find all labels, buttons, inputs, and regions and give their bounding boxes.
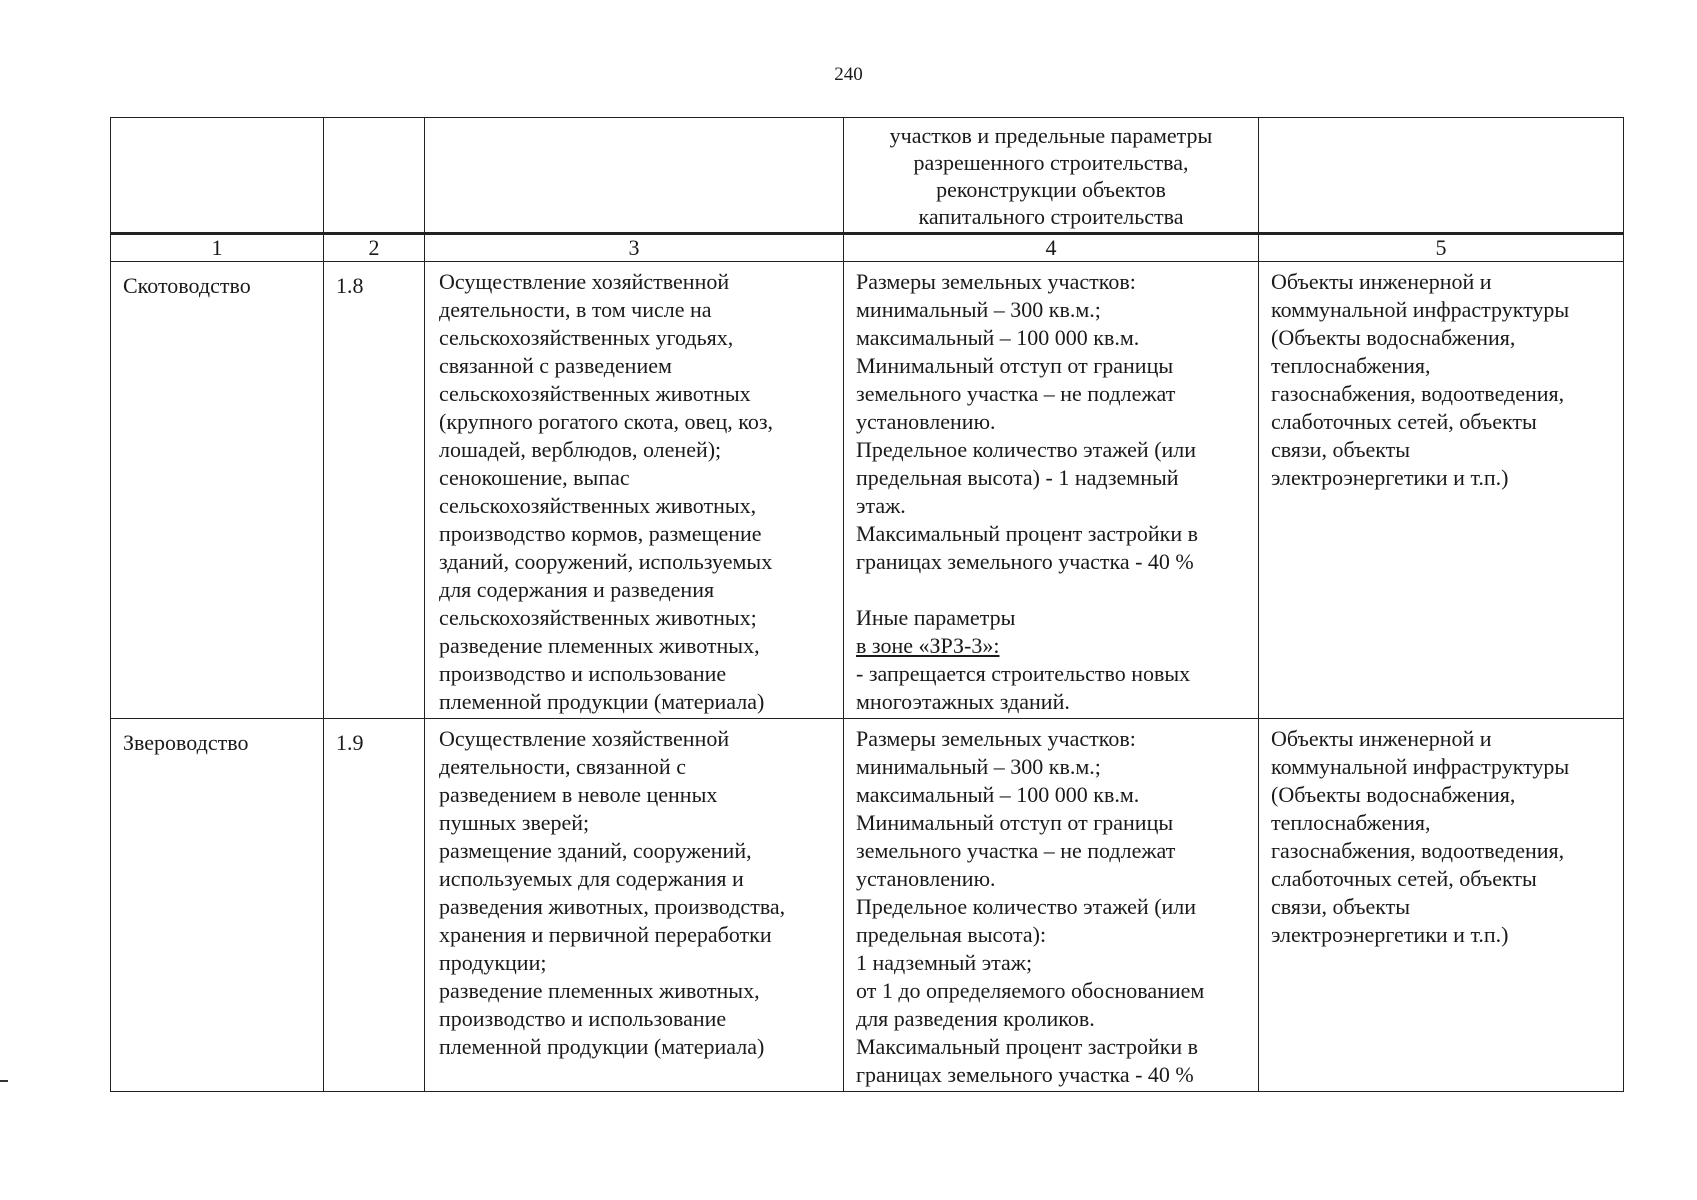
use-type-description: Осуществление хозяйственной деятельности, в том числе на сельскохозяйственных угодьях, связанной с разведением сельскохозяйственных животных (крупного рогатого скота, овец, коз, лошадей, верблюдов, оленей); сенокошение, выпас сельскохозяйственных животных, производство кормов, размещение зданий, сооружений, используемых для содержания и разведения сельскохозяйственных животных; разведение племенных животных, производство и использование племенной продукции (материала)	[425, 262, 844, 719]
infrastructure-objects: Объекты инженерной и коммунальной инфраструктуры (Объекты водоснабжения, теплоснабжения, газоснабжения, водоотведения, слаботочных сетей, объекты связи, объекты электроэнергетики и т.п.)	[1259, 719, 1624, 1092]
column-number-5: 5	[1259, 234, 1624, 262]
header-cell-5	[1259, 118, 1624, 234]
column-number-2: 2	[324, 234, 425, 262]
header-continuation-row	[111, 118, 1624, 234]
parameters-main: Размеры земельных участков: минимальный – 300 кв.м.; максимальный – 100 000 кв.м. Минимальный отступ от границы земельного участка – не подлежат установлению. Предельное количество этажей (или предельная высота) - 1 надземный этаж. Максимальный процент застройки в границах земельного участка - 40 % Иные параметры	[856, 269, 1198, 630]
use-type-code: 1.9	[324, 719, 425, 1092]
land-use-table	[110, 117, 1624, 1092]
parameters-zone-rule: - запрещается строительство новых многоэтажных зданий.	[856, 661, 1191, 714]
use-type-parameters: Размеры земельных участков: минимальный – 300 кв.м.; максимальный – 100 000 кв.м. Минимальный отступ от границы земельного участка – не подлежат установлению. Предельное количество этажей (или предельная высота): 1 надземный этаж; от 1 до определяемого обоснованием для разведения кроликов. Максимальный процент застройки в границах земельного участка - 40 %	[844, 719, 1259, 1092]
column-numbers-row	[111, 234, 1624, 262]
table-row	[111, 262, 1624, 719]
use-type-parameters	[844, 262, 1259, 719]
use-type-code: 1.8	[324, 262, 425, 719]
use-type-name: Скотоводство	[111, 262, 324, 719]
header-cell-1	[111, 118, 324, 234]
zone-label: в зоне «ЗРЗ-3»:	[856, 633, 1000, 658]
header-cell-2	[324, 118, 425, 234]
infrastructure-objects: Объекты инженерной и коммунальной инфраструктуры (Объекты водоснабжения, теплоснабжения, газоснабжения, водоотведения, слаботочных сетей, объекты связи, объекты электроэнергетики и т.п.)	[1259, 262, 1624, 719]
column-number-4: 4	[844, 234, 1259, 262]
column-number-3: 3	[425, 234, 844, 262]
header-cell-3	[425, 118, 844, 234]
table-row	[111, 719, 1624, 1092]
margin-mark	[0, 1080, 8, 1082]
header-cell-4: участков и предельные параметры разрешенного строительства, реконструкции объектов капитального строительства	[844, 118, 1259, 234]
use-type-description: Осуществление хозяйственной деятельности, связанной с разведением в неволе ценных пушных зверей; размещение зданий, сооружений, используемых для содержания и разведения животных, производства, хранения и первичной переработки продукции; разведение племенных животных, производство и использование племенной продукции (материала)	[425, 719, 844, 1092]
column-number-1: 1	[111, 234, 324, 262]
use-type-name: Звероводство	[111, 719, 324, 1092]
page-number: 240	[834, 64, 863, 85]
